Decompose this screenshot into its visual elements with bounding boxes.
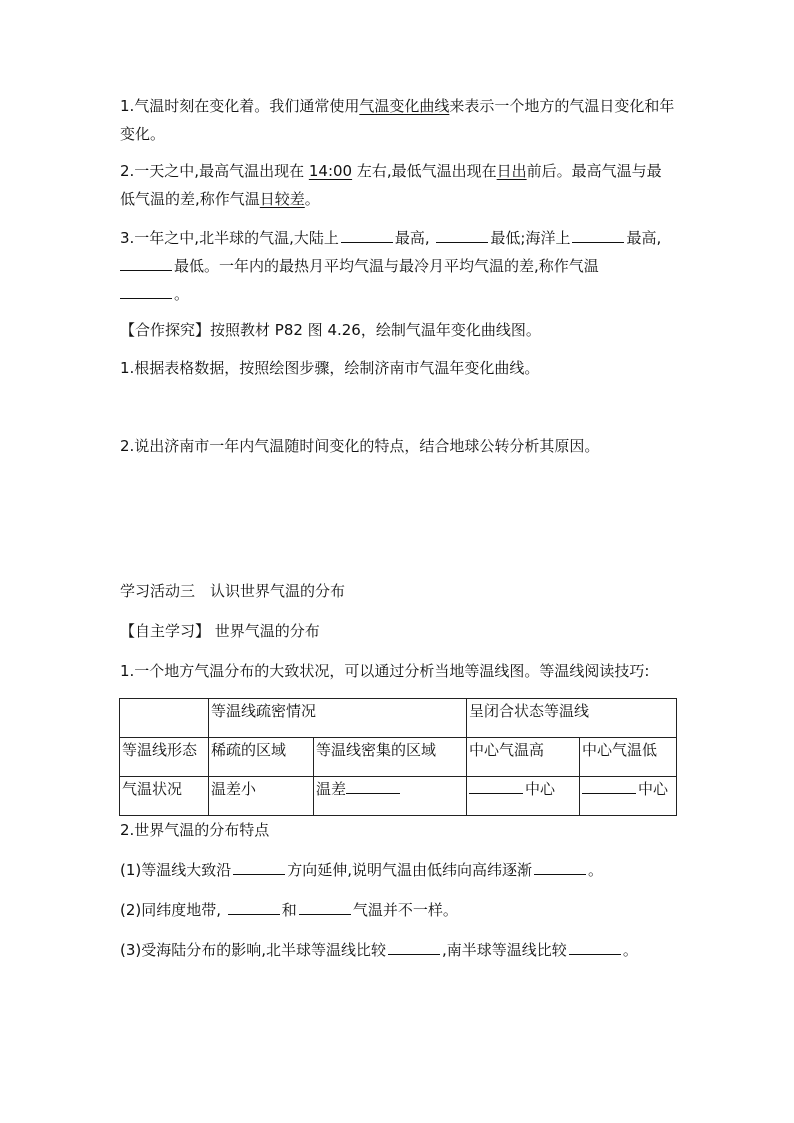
answer-blank[interactable] [582,779,636,794]
table-row [120,738,677,777]
section-2-item-3: (3)受海陆分布的影响,北半球等温线比较 ,南半球等温线比较 。 [120,941,638,959]
section-2-item-1: (1)等温线大致沿 方向延伸,说明气温由低纬向高纬逐渐 。 [120,861,604,879]
section-2-item-2: (2)同纬度地带, 和 气温并不一样。 [120,901,458,919]
section-1-intro: 1.一个地方气温分布的大致状况，可以通过分析当地等温线图。等温线阅读技巧: [120,662,650,680]
answer-blank[interactable] [299,900,351,915]
keyword-temperature-curve: 气温变化曲线 [359,97,450,115]
table-cell: 等温线密集的区域 [314,738,467,777]
row-label-temperature: 气温状况 [120,777,209,816]
table-header-closed: 呈闭合状态等温线 [467,699,677,738]
self-study-heading: 【自主学习】 世界气温的分布 [120,622,320,640]
paragraph-1: 1.气温时刻在变化着。我们通常使用气温变化曲线来表示一个地方的气温日变化和年变化。 [120,97,675,143]
answer-blank[interactable] [436,228,488,243]
answer-daily-range: 日较差 [259,190,305,208]
section-2-heading: 2.世界气温的分布特点 [120,821,270,839]
paragraph-2: 2.一天之中,最高气温出现在 14:00 左右,最低气温出现在日出前后。最高气温与最低气温的差,称作气温日较差。 [120,162,662,208]
answer-blank[interactable] [569,940,621,955]
table-header-density: 等温线疏密情况 [209,699,467,738]
answer-blank[interactable] [120,256,172,271]
question-2: 2.说出济南市一年内气温随时间变化的特点，结合地球公转分析其原因。 [120,437,600,455]
table-row [120,699,677,738]
answer-max-time: 14:00 [308,162,353,180]
answer-blank[interactable] [469,779,523,794]
answer-blank[interactable] [233,860,285,875]
table-cell: 温差小 [209,777,314,816]
cooperative-inquiry-heading: 【合作探究】按照教材 P82 图 4.26，绘制气温年变化曲线图。 [120,321,541,339]
table-cell: 中心 [580,777,677,816]
answer-blank[interactable] [346,779,400,794]
table-cell: 中心 [467,777,580,816]
row-label-shape: 等温线形态 [120,738,209,777]
question-1: 1.根据表格数据，按照绘图步骤，绘制济南市气温年变化曲线。 [120,359,540,377]
table-cell: 稀疏的区域 [209,738,314,777]
table-cell: 温差 [314,777,467,816]
table-cell: 中心气温高 [467,738,580,777]
table-cell: 中心气温低 [580,738,677,777]
answer-sunrise: 日出 [496,162,527,180]
answer-blank[interactable] [120,284,172,299]
paragraph-3: 3.一年之中,北半球的气温,大陆上 最高, 最低;海洋上 最高, 最低。一年内的最热月平均气温与最冷月平均气温的差,称作气温 。 [120,229,662,303]
isotherm-table [119,698,677,816]
table-cell [120,699,209,738]
answer-blank[interactable] [228,900,280,915]
answer-blank[interactable] [534,860,586,875]
answer-blank[interactable] [572,228,624,243]
table-row [120,777,677,816]
answer-blank[interactable] [388,940,440,955]
answer-blank[interactable] [341,228,393,243]
activity-3-heading: 学习活动三 认识世界气温的分布 [120,582,346,600]
